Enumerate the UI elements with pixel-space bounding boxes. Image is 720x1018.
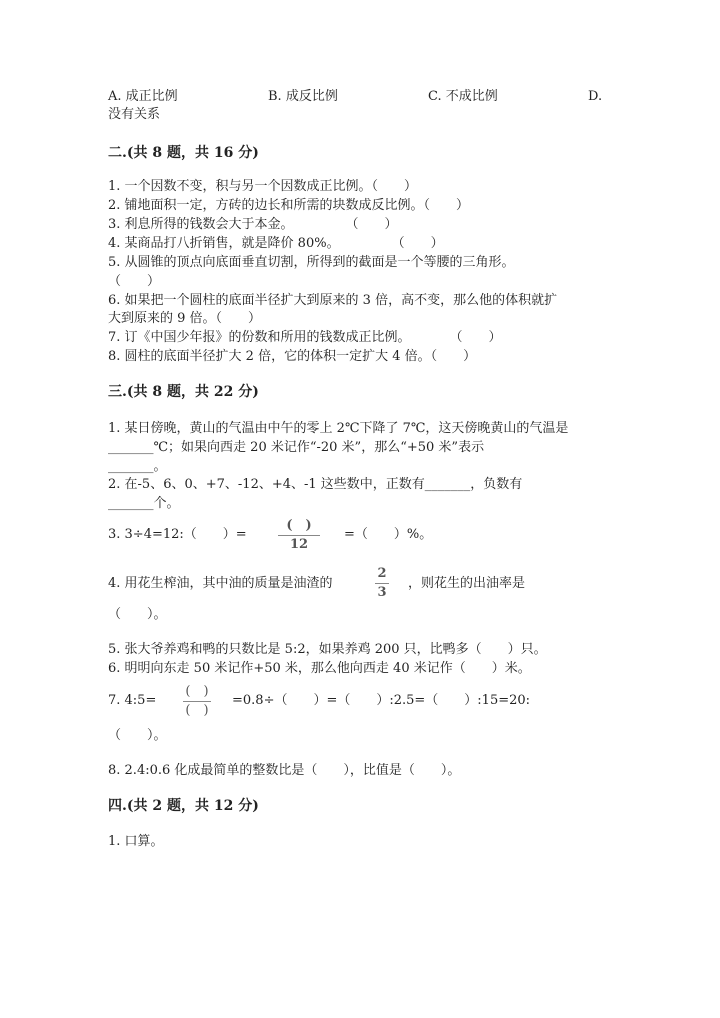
s2-question-5-answer: （ ） <box>108 274 161 289</box>
s3-question-1: 1. 某日傍晚，黄山的气温由中午的零上 2℃下降了 7℃，这天傍晚黄山的气温是 <box>108 421 569 436</box>
option-b: B. 成反比例 <box>268 89 338 104</box>
section-3-heading: 三.(共 8 题，共 22 分) <box>108 384 259 400</box>
option-d: D. <box>588 89 603 104</box>
fraction-denominator: 12 <box>289 537 309 552</box>
s2-question-1: 1. 一个因数不变，积与另一个因数成正比例。（ ） <box>108 179 418 194</box>
s3-question-4-left: 4. 用花生榨油，其中油的质量是油渣的 <box>108 576 333 591</box>
s3-question-3-left: 3. 3÷4=12:（ ）= <box>108 527 247 542</box>
fraction-numerator: ( ) <box>185 684 209 699</box>
s3-question-7-left: 7. 4:5= <box>108 693 157 708</box>
s2-question-6-continuation: 大到原来的 9 倍。（ ） <box>108 311 262 326</box>
s2-question-7: 7. 订《中国少年报》的份数和所用的钱数成正比例。 （ ） <box>108 330 502 345</box>
s2-question-2: 2. 铺地面积一定，方砖的边长和所需的块数成反比例。（ ） <box>108 198 470 213</box>
s3-question-4-continuation: （ ）。 <box>108 607 167 622</box>
s2-question-5: 5. 从圆锥的顶点向底面垂直切割，所得到的截面是一个等腰的三角形。 <box>108 255 515 270</box>
s3-question-5: 5. 张大爷养鸡和鸭的只数比是 5:2，如果养鸡 200 只，比鸭多（ ）只。 <box>108 642 547 657</box>
s3-question-4-right: ，则花生的出油率是 <box>408 576 526 591</box>
s3-question-7-fraction <box>183 684 211 720</box>
option-d-continuation: 没有关系 <box>108 107 161 122</box>
option-c: C. 不成比例 <box>428 89 498 104</box>
fraction-denominator: 3 <box>377 585 387 600</box>
s4-question-1: 1. 口算。 <box>108 834 164 849</box>
section-2-heading: 二.(共 8 题，共 16 分) <box>108 145 259 161</box>
s2-question-8: 8. 圆柱的底面半径扩大 2 倍，它的体积一定扩大 4 倍。（ ） <box>108 349 477 364</box>
s3-question-2-continuation: _______个。 <box>108 496 180 511</box>
s3-question-3-right: =（ ）%。 <box>344 527 433 542</box>
fraction-denominator: ( ) <box>185 703 209 718</box>
fraction-bar <box>375 583 389 584</box>
s3-question-1-continuation-2: _______。 <box>108 459 167 474</box>
fraction-bar <box>183 701 211 702</box>
section-4-heading: 四.(共 2 题，共 12 分) <box>108 798 259 814</box>
s2-question-6: 6. 如果把一个圆柱的底面半径扩大到原来的 3 倍，高不变，那么他的体积就扩 <box>108 293 558 308</box>
fraction-numerator: ( ) <box>286 518 312 533</box>
s3-question-6: 6. 明明向东走 50 米记作+50 米，那么他向西走 40 米记作（ ）米。 <box>108 661 531 676</box>
s3-question-7-continuation: （ ）。 <box>108 728 167 743</box>
option-a: A. 成正比例 <box>108 89 178 104</box>
fraction-bar <box>278 535 320 536</box>
s2-question-4: 4. 某商品打八折销售，就是降价 80%。 （ ） <box>108 236 444 251</box>
s3-question-2: 2. 在-5、6、0、+7、-12、+4、-1 这些数中，正数有_______，负数有 <box>108 477 523 492</box>
s3-question-4-fraction <box>375 566 389 602</box>
fraction-numerator: 2 <box>377 566 387 581</box>
s3-question-8: 8. 2.4:0.6 化成最简单的整数比是（ ），比值是（ ）。 <box>108 763 461 778</box>
s3-question-1-continuation: _______℃；如果向西走 20 米记作“-20 米”，那么“+50 米”表示 <box>108 440 485 455</box>
s3-question-7-right: =0.8÷（ ）=（ ）:2.5=（ ）:15=20: <box>232 693 531 708</box>
s2-question-3: 3. 利息所得的钱数会大于本金。 （ ） <box>108 217 398 232</box>
s3-question-3-fraction <box>278 518 320 554</box>
